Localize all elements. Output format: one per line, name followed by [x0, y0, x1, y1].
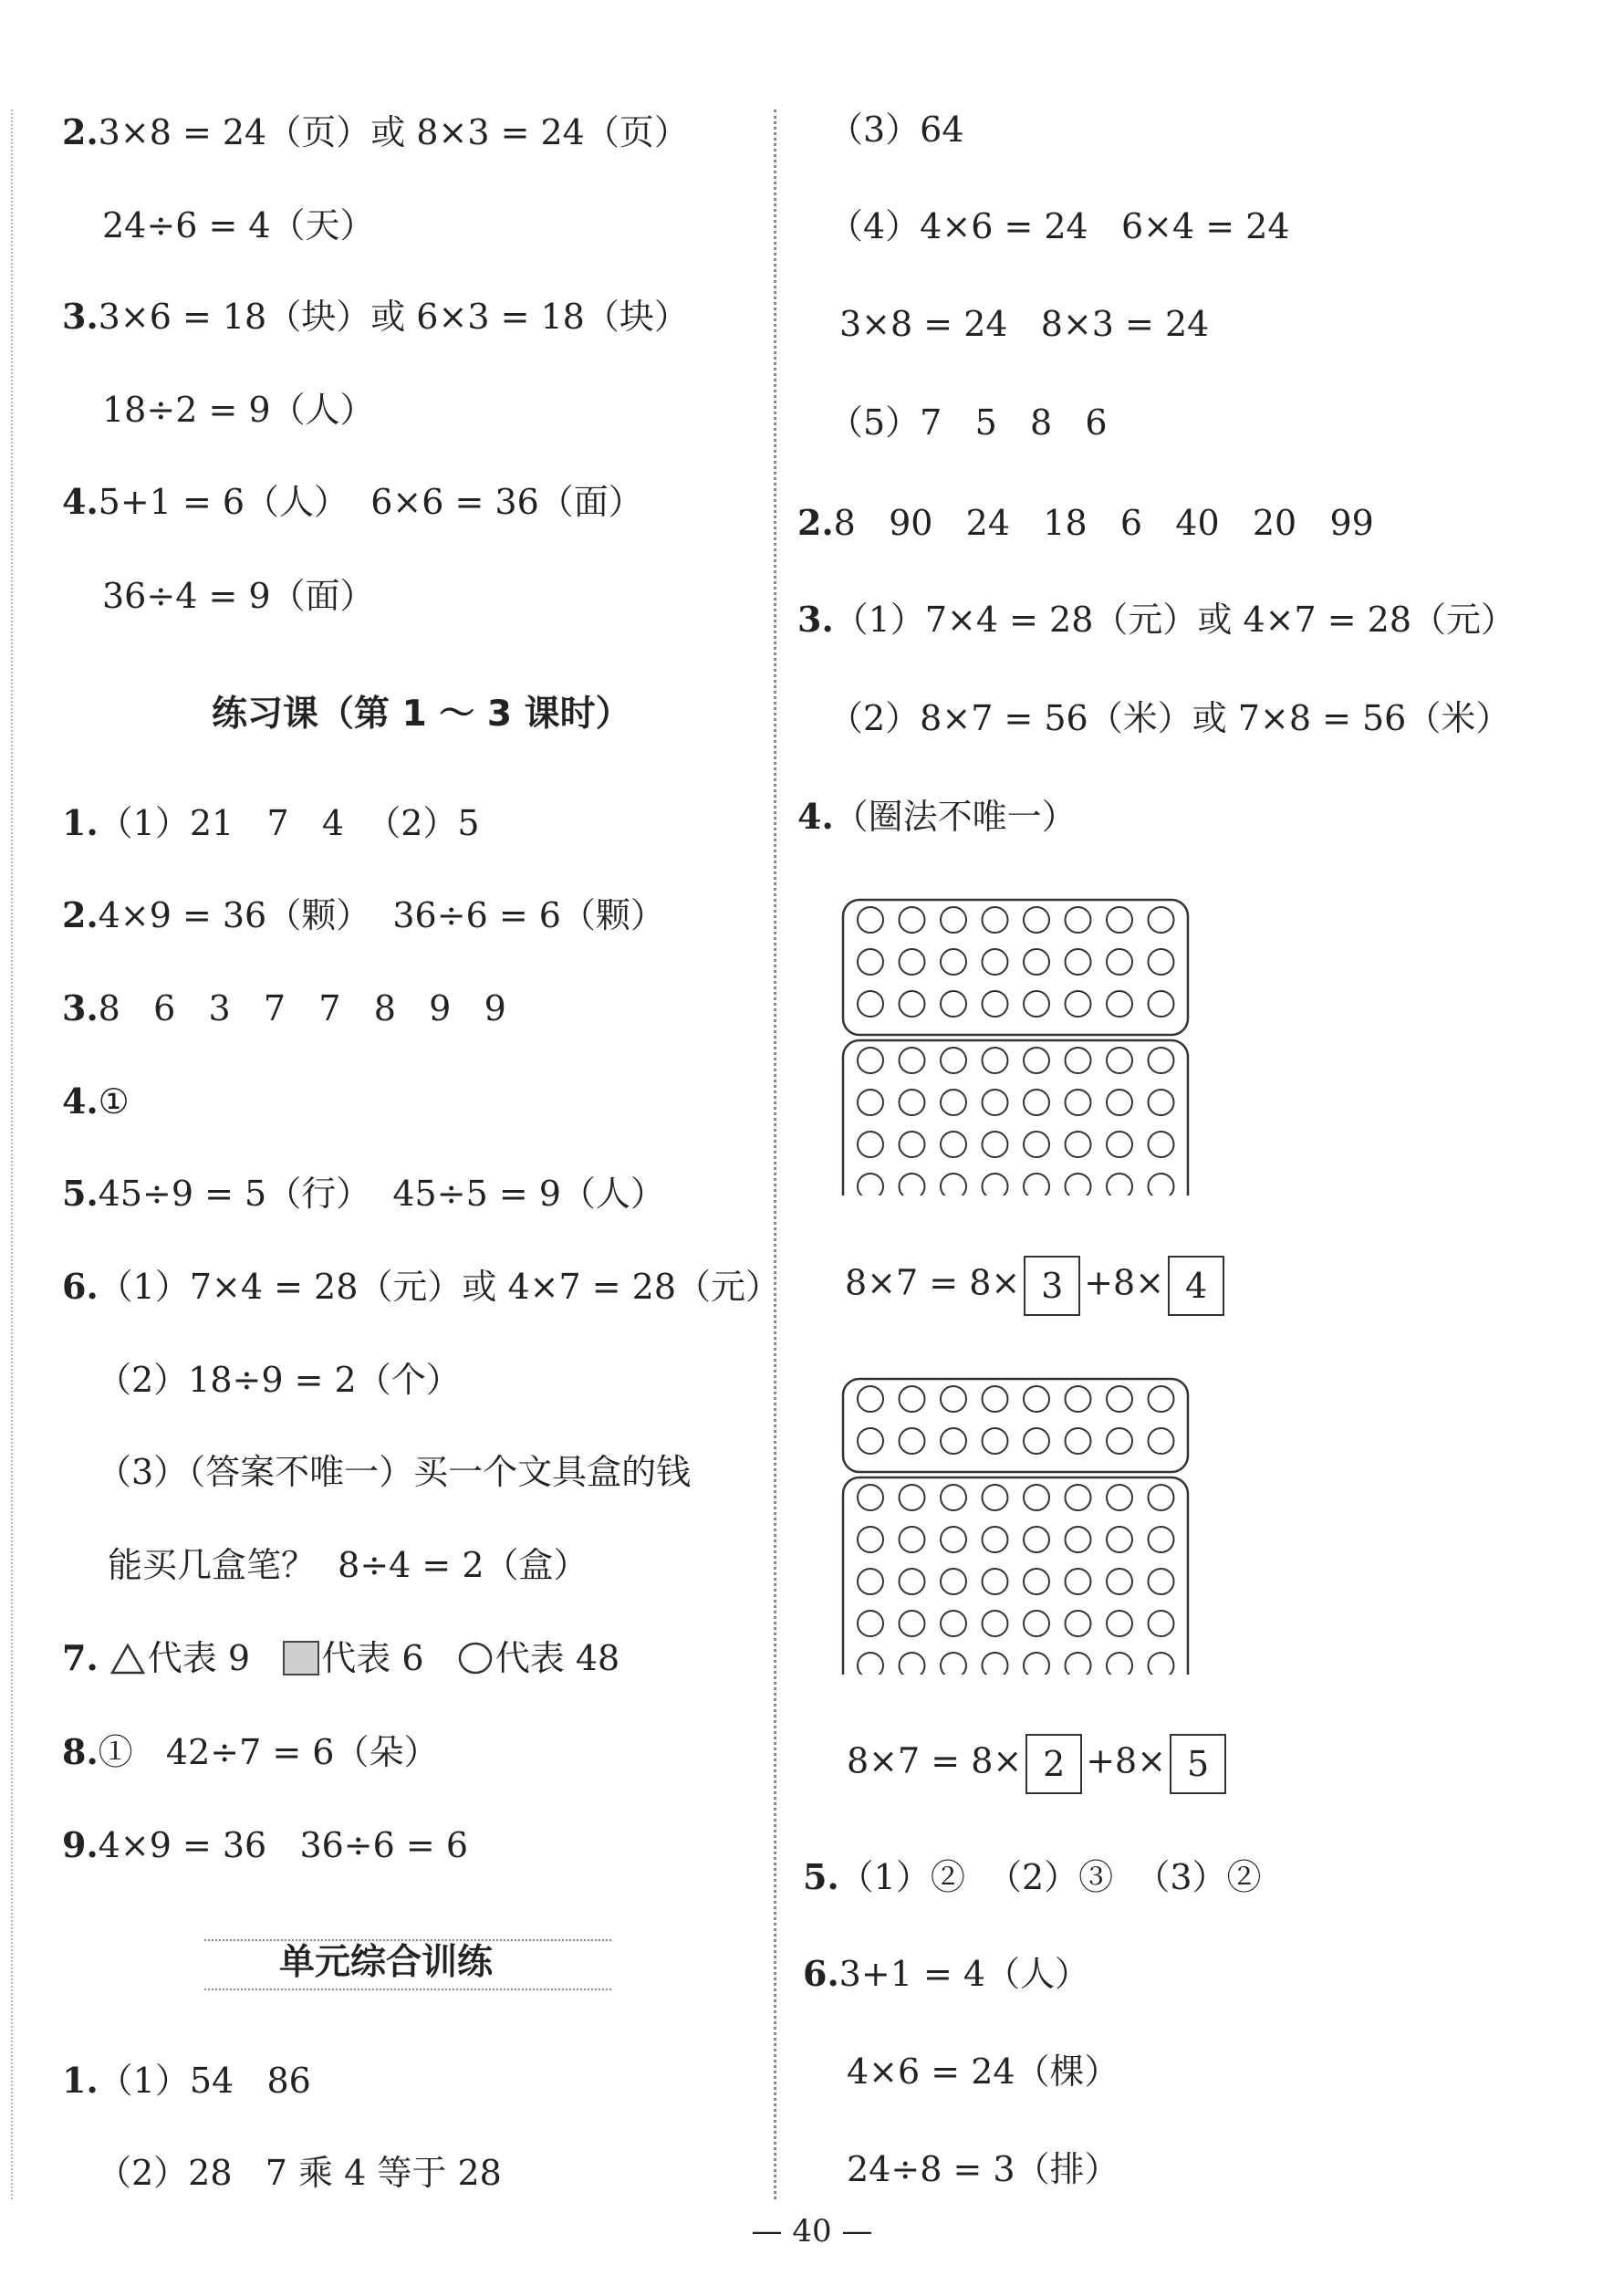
- dot-circle: [1066, 1174, 1091, 1195]
- dot-circle: [1066, 1428, 1091, 1454]
- answer-line: 18÷2 = 9（人）: [102, 390, 375, 430]
- dot-circle: [900, 1653, 925, 1675]
- dot-circle: [1107, 1174, 1132, 1195]
- dot-circle: [1066, 1132, 1091, 1157]
- dot-circle: [1066, 907, 1091, 933]
- column-divider: [774, 110, 776, 2199]
- answer-line: 24÷8 = 3（排）: [847, 2149, 1119, 2189]
- answer-line: 4.①: [62, 1080, 130, 1122]
- dot-circle: [1024, 907, 1049, 933]
- dot-circle: [1024, 1527, 1049, 1552]
- dot-circle: [858, 1386, 883, 1412]
- dot-grid-diagram-2: [838, 1373, 1193, 1675]
- dot-circle: [1024, 1048, 1049, 1073]
- group-frame: [843, 900, 1188, 1035]
- dot-circle: [1024, 991, 1049, 1017]
- dot-circle: [1107, 1132, 1132, 1157]
- dot-circle: [983, 907, 1008, 933]
- dot-circle: [858, 1090, 883, 1115]
- dot-circle: [983, 1428, 1008, 1454]
- answer-box: 3: [1024, 1256, 1080, 1316]
- dot-circle: [941, 1090, 966, 1115]
- answer-line: 24÷6 = 4（天）: [102, 205, 375, 245]
- group-frame: [843, 1379, 1188, 1472]
- square-icon: [283, 1641, 319, 1675]
- dot-circle: [983, 1174, 1008, 1195]
- dot-circle: [941, 991, 966, 1017]
- answer-line: （2）8×7 = 56（米）或 7×8 = 56（米）: [828, 698, 1511, 738]
- answer-box: 4: [1168, 1256, 1224, 1316]
- dot-circle: [1149, 1653, 1174, 1675]
- dot-circle: [1149, 1527, 1174, 1552]
- dot-circle: [1149, 1132, 1174, 1157]
- dot-circle: [900, 1527, 925, 1552]
- answer-line: 3.3×6 = 18（块）或 6×3 = 18（块）: [62, 296, 689, 337]
- dot-circle: [1024, 1653, 1049, 1675]
- dot-circle: [1107, 1653, 1132, 1675]
- section-title-practice: 练习课（第 1 ～ 3 课时）: [212, 694, 631, 735]
- answer-line: 6.（1）7×4 = 28（元）或 4×7 = 28（元）: [62, 1266, 781, 1307]
- answer-box: 5: [1170, 1734, 1226, 1794]
- dot-circle: [858, 1611, 883, 1636]
- answer-line: 2.4×9 = 36（颗） 36÷6 = 6（颗）: [62, 894, 665, 935]
- dot-circle: [983, 1386, 1008, 1412]
- dot-circle: [900, 1090, 925, 1115]
- answer-line: （2）28 7 乘 4 等于 28: [97, 2153, 502, 2193]
- dot-circle: [941, 1527, 966, 1552]
- left-margin-line: [11, 110, 13, 2199]
- answer-line: 4.5+1 = 6（人） 6×6 = 36（面）: [62, 481, 643, 522]
- dot-circle: [983, 1611, 1008, 1636]
- dot-circle: [900, 1048, 925, 1073]
- dot-circle: [1149, 1428, 1174, 1454]
- dot-grid-diagram-1: [838, 894, 1193, 1195]
- answer-line: 8.① 42÷7 = 6（朵）: [62, 1731, 439, 1772]
- dot-circle: [858, 1569, 883, 1594]
- dot-circle: [1107, 1386, 1132, 1412]
- dot-circle: [858, 949, 883, 975]
- dot-circle: [983, 1048, 1008, 1073]
- dot-circle: [900, 1569, 925, 1594]
- dot-circle: [1066, 1611, 1091, 1636]
- dot-circle: [1024, 1428, 1049, 1454]
- equation-line-1: 8×7 = 8× 3 +8× 4: [845, 1256, 1228, 1316]
- answer-line: 4.（圈法不唯一）: [797, 796, 1077, 837]
- dot-circle: [1107, 1090, 1132, 1115]
- equation-line-2: 8×7 = 8× 2 +8× 5: [847, 1734, 1230, 1794]
- answer-line: 1.（1）21 7 4 （2）5: [62, 802, 480, 843]
- answer-line: 9.4×9 = 36 36÷6 = 6: [62, 1824, 468, 1865]
- answer-line: 36÷4 = 9（面）: [102, 576, 375, 616]
- dot-circle: [858, 1527, 883, 1552]
- dot-circle: [900, 1132, 925, 1157]
- answer-line: 2.3×8 = 24（页）或 8×3 = 24（页）: [62, 111, 689, 152]
- dot-circle: [1149, 949, 1174, 975]
- dot-circle: [1024, 1132, 1049, 1157]
- dot-circle: [983, 1132, 1008, 1157]
- dot-circle: [900, 1386, 925, 1412]
- dot-circle: [1066, 949, 1091, 975]
- dot-circle: [1149, 907, 1174, 933]
- circle-icon: [457, 1641, 494, 1675]
- dot-circle: [1024, 949, 1049, 975]
- answer-line: 1.（1）54 86: [62, 2060, 311, 2101]
- group-frame: [843, 1477, 1188, 1675]
- answer-line: 5.45÷9 = 5（行） 45÷5 = 9（人）: [62, 1173, 665, 1214]
- answer-line: 6.3+1 = 4（人）: [803, 1953, 1090, 1994]
- dot-circle: [900, 1485, 925, 1510]
- dot-circle: [1107, 1048, 1132, 1073]
- dot-circle: [983, 949, 1008, 975]
- dot-circle: [1066, 1653, 1091, 1675]
- dot-circle: [858, 1048, 883, 1073]
- dot-circle: [941, 907, 966, 933]
- dot-circle: [1149, 1611, 1174, 1636]
- dot-circle: [1149, 1048, 1174, 1073]
- page-number: — 40 —: [751, 2213, 873, 2249]
- dot-circle: [900, 1428, 925, 1454]
- answer-line: 4×6 = 24（棵）: [847, 2051, 1119, 2092]
- group-frame: [843, 1040, 1188, 1195]
- answer-line: 5.（1）② （2）③ （3）②: [803, 1856, 1262, 1897]
- dot-circle: [858, 1653, 883, 1675]
- dot-circle: [1024, 1485, 1049, 1510]
- answer-line: （4）4×6 = 24 6×4 = 24: [828, 206, 1290, 246]
- dot-circle: [1149, 1174, 1174, 1195]
- answer-line: 3.8 6 3 7 7 8 9 9: [62, 987, 506, 1028]
- dot-circle: [1149, 1485, 1174, 1510]
- dot-circle: [858, 991, 883, 1017]
- dot-circle: [1024, 1386, 1049, 1412]
- answer-line: 3.（1）7×4 = 28（元）或 4×7 = 28（元）: [797, 599, 1516, 640]
- answer-box: 2: [1025, 1734, 1082, 1794]
- dot-circle: [941, 1174, 966, 1195]
- dot-circle: [858, 907, 883, 933]
- dot-circle: [1066, 1569, 1091, 1594]
- dot-circle: [1066, 1485, 1091, 1510]
- dot-circle: [1149, 1386, 1174, 1412]
- dot-circle: [858, 1485, 883, 1510]
- answer-line: 3×8 = 24 8×3 = 24: [839, 304, 1210, 344]
- dot-circle: [1066, 991, 1091, 1017]
- dot-circle: [1107, 907, 1132, 933]
- dot-circle: [941, 1132, 966, 1157]
- dot-circle: [900, 1611, 925, 1636]
- dot-circle: [1066, 1090, 1091, 1115]
- dot-circle: [941, 1485, 966, 1510]
- triangle-icon: [109, 1643, 146, 1675]
- answer-line: （3）（答案不唯一）买一个文具盒的钱: [97, 1452, 692, 1492]
- answer-line: （2）18÷9 = 2（个）: [97, 1360, 461, 1400]
- dot-circle: [941, 1386, 966, 1412]
- dot-circle: [941, 1048, 966, 1073]
- dot-circle: [983, 1527, 1008, 1552]
- answer-line-q7: 7. 代表 9 代表 6 代表 48: [62, 1637, 620, 1678]
- dot-circle: [983, 1090, 1008, 1115]
- dot-circle: [941, 1569, 966, 1594]
- dot-circle: [1107, 1485, 1132, 1510]
- dot-circle: [1024, 1174, 1049, 1195]
- dot-circle: [1024, 1090, 1049, 1115]
- dot-circle: [858, 1132, 883, 1157]
- dot-circle: [1149, 1569, 1174, 1594]
- dot-circle: [941, 949, 966, 975]
- section-title-unit: 单元综合训练: [279, 1942, 494, 1983]
- dot-circle: [1107, 1428, 1132, 1454]
- dot-circle: [941, 1611, 966, 1636]
- dot-circle: [900, 907, 925, 933]
- dot-circle: [858, 1428, 883, 1454]
- dot-circle: [1149, 991, 1174, 1017]
- dot-circle: [983, 1569, 1008, 1594]
- answer-line: 2.8 90 24 18 6 40 20 99: [797, 502, 1374, 543]
- dot-circle: [1024, 1611, 1049, 1636]
- dot-circle: [941, 1428, 966, 1454]
- dot-circle: [1107, 991, 1132, 1017]
- dot-circle: [900, 991, 925, 1017]
- dot-circle: [1107, 949, 1132, 975]
- dot-circle: [1107, 1611, 1132, 1636]
- dot-circle: [900, 1174, 925, 1195]
- dot-circle: [941, 1653, 966, 1675]
- dot-circle: [983, 1653, 1008, 1675]
- dot-circle: [858, 1174, 883, 1195]
- dot-circle: [1024, 1569, 1049, 1594]
- dot-circle: [900, 949, 925, 975]
- answer-line: 能买几盒笔？ 8÷4 = 2（盒）: [108, 1545, 588, 1585]
- dot-circle: [1066, 1527, 1091, 1552]
- answer-line: （5）7 5 8 6: [828, 402, 1108, 443]
- dot-circle: [1149, 1090, 1174, 1115]
- dot-circle: [1107, 1527, 1132, 1552]
- dot-circle: [983, 1485, 1008, 1510]
- dot-circle: [1066, 1386, 1091, 1412]
- dot-circle: [1107, 1569, 1132, 1594]
- dot-circle: [1066, 1048, 1091, 1073]
- answer-line: （3）64: [828, 110, 964, 150]
- dot-circle: [983, 991, 1008, 1017]
